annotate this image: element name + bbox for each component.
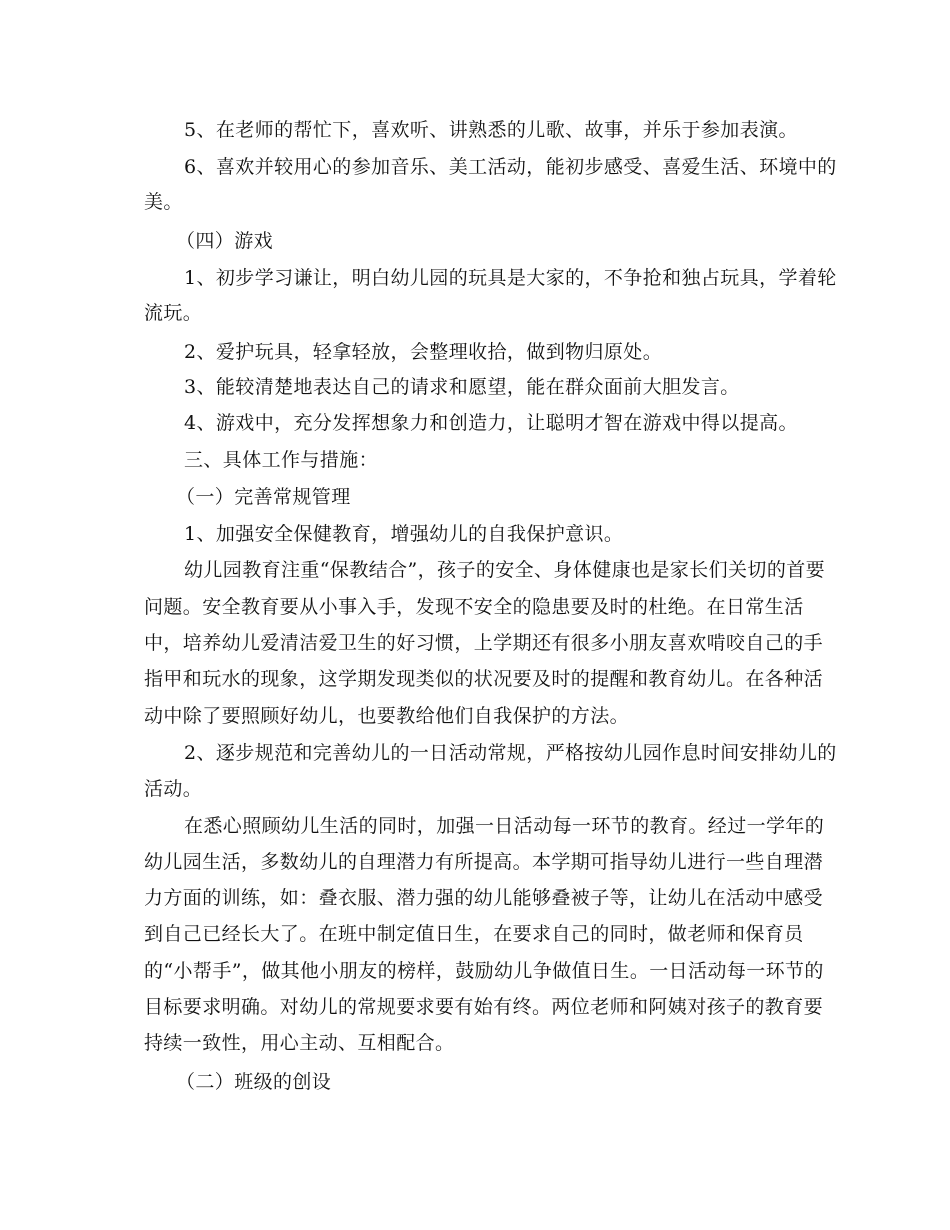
section-heading: （一）完善常规管理 <box>176 486 351 508</box>
section-heading: （二）班级的创设 <box>176 1071 332 1093</box>
paragraph-line: 流玩。 <box>144 302 203 324</box>
paragraph-line: 5、在老师的帮忙下，喜欢听、讲熟悉的儿歌、故事，并乐于参加表演。 <box>184 119 798 141</box>
paragraph-line: 持续一致性，用心主动、互相配合。 <box>144 1032 455 1054</box>
paragraph-line: 的“小帮手”，做其他小朋友的榜样，鼓励幼儿争做值日生。一日活动每一环节的 <box>144 960 824 982</box>
paragraph-line: 1、加强安全保健教育，增强幼儿的自我保护意识。 <box>184 523 624 545</box>
paragraph-line: 问题。安全教育要从小事入手，发现不安全的隐患要及时的杜绝。在日常生活 <box>144 596 804 618</box>
paragraph-line: 幼儿园教育注重“保教结合”，孩子的安全、身体健康也是家长们关切的首要 <box>184 559 826 581</box>
paragraph-line: 力方面的训练，如：叠衣服、潜力强的幼儿能够叠被子等，让幼儿在活动中感受 <box>144 887 824 909</box>
paragraph-line: 动中除了要照顾好幼儿，也要教给他们自我保护的方法。 <box>144 705 630 727</box>
paragraph-line: 目标要求明确。对幼儿的常规要求要有始有终。两位老师和阿姨对孩子的教育要 <box>144 996 824 1018</box>
section-heading: 三、具体工作与措施： <box>184 449 379 471</box>
paragraph-line: 活动。 <box>144 778 203 800</box>
paragraph-line: 到自己已经长大了。在班中制定值日生，在要求自己的同时，做老师和保育员 <box>144 923 804 945</box>
section-heading: （四）游戏 <box>176 230 274 252</box>
paragraph-line: 6、喜欢并较用心的参加音乐、美工活动，能初步感受、喜爱生活、环境中的 <box>184 156 837 178</box>
paragraph-line: 幼儿园生活，多数幼儿的自理潜力有所提高。本学期可指导幼儿进行一些自理潜 <box>144 851 824 873</box>
paragraph-line: 1、初步学习谦让，明白幼儿园的玩具是大家的，不争抢和独占玩具，学着轮 <box>184 267 837 289</box>
paragraph-line: 指甲和玩水的现象，这学期发现类似的状况要及时的提醒和教育幼儿。在各种活 <box>144 668 824 690</box>
paragraph-line: 4、游戏中，充分发挥想象力和创造力，让聪明才智在游戏中得以提高。 <box>184 412 798 434</box>
paragraph-line: 3、能较清楚地表达自己的请求和愿望，能在群众面前大胆发言。 <box>184 376 740 398</box>
paragraph-line: 2、逐步规范和完善幼儿的一日活动常规，严格按幼儿园作息时间安排幼儿的 <box>184 742 837 764</box>
paragraph-line: 美。 <box>144 191 183 213</box>
paragraph-line: 在悉心照顾幼儿生活的同时，加强一日活动每一环节的教育。经过一学年的 <box>184 815 825 837</box>
paragraph-line: 中，培养幼儿爱清洁爱卫生的好习惯，上学期还有很多小朋友喜欢啃咬自己的手 <box>144 632 824 654</box>
paragraph-line: 2、爱护玩具，轻拿轻放，会整理收拾，做到物归原处。 <box>184 341 663 363</box>
